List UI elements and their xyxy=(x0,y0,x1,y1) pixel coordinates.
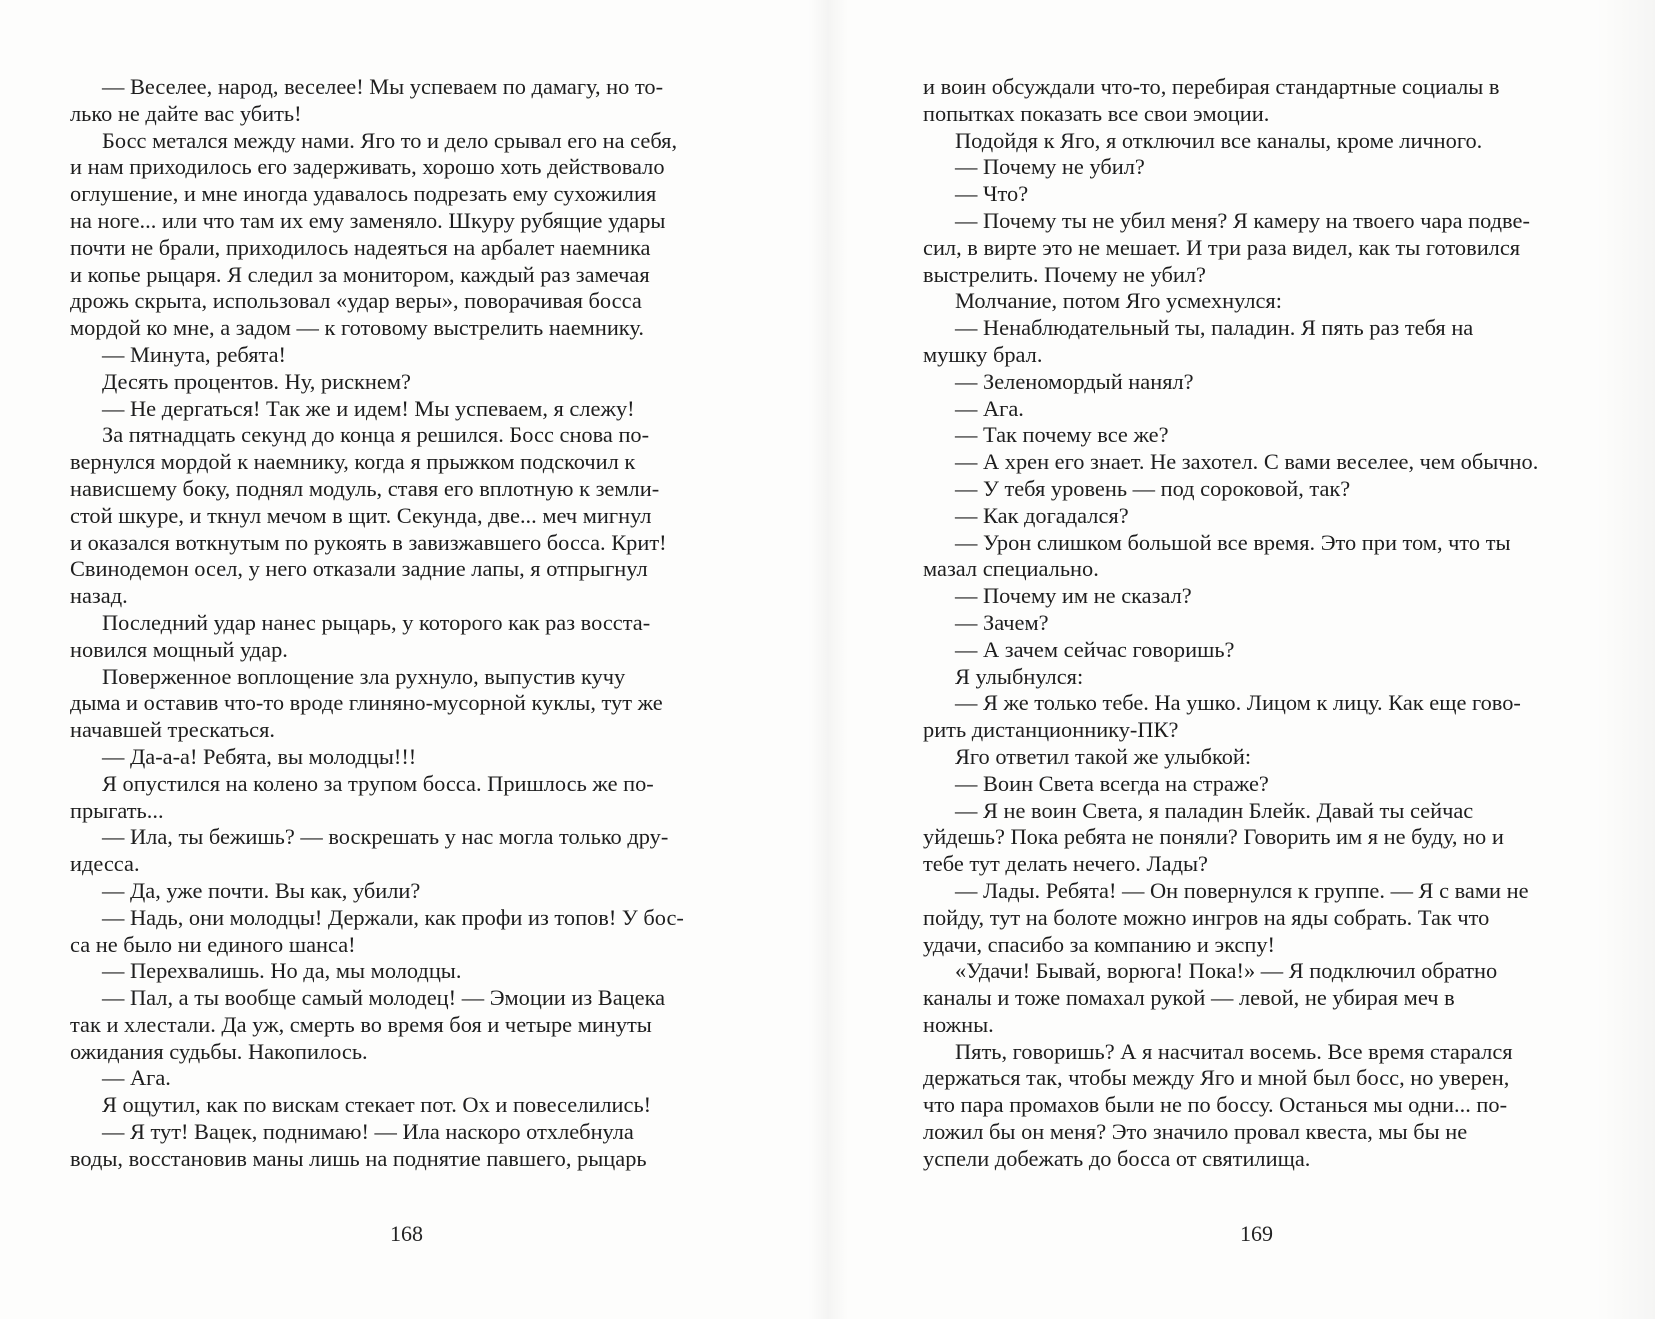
text-line: — Не дергаться! Так же и идем! Мы успеваем, я слежу! xyxy=(102,395,635,421)
text-line: ожидания судьбы. Накопилось. xyxy=(70,1038,368,1064)
text-line: прыгать... xyxy=(70,797,164,823)
text-line: ложил бы он меня? Это значило провал квеста, мы бы не xyxy=(923,1119,1468,1145)
text-line: мордой ко мне, а задом — к готовому выстрелить наемнику. xyxy=(70,315,644,341)
left-page-number: 168 xyxy=(390,1221,423,1246)
text-line: — Веселее, народ, веселее! Мы успеваем по дамагу, но то- xyxy=(102,74,664,99)
text-line: начавшей трескаться. xyxy=(70,717,275,743)
text-line: Я ощутил, как по вискам стекает пот. Ох и повеселились! xyxy=(102,1092,652,1118)
text-line: пойду, тут на болоте можно ингров на яды собрать. Так что xyxy=(923,904,1490,930)
text-line: — Что? xyxy=(955,181,1029,207)
text-line: — А хрен его знает. Не захотел. С вами веселее, чем обычно. xyxy=(955,449,1539,475)
text-line: Десять процентов. Ну, рискнем? xyxy=(102,368,411,394)
text-line: Я улыбнулся: xyxy=(955,663,1084,689)
text-line: Молчание, потом Яго усмехнулся: xyxy=(955,288,1282,314)
text-line: Последний удар нанес рыцарь, у которого как раз восста- xyxy=(102,609,651,635)
text-line: — Почему не убил? xyxy=(955,154,1145,180)
text-line: сил, в вирте это не мешает. И три раза видел, как ты готовился xyxy=(923,234,1521,260)
text-line: назад. xyxy=(70,583,128,609)
text-line: уйдешь? Пока ребята не поняли? Говорить им я не буду, но и xyxy=(923,824,1504,850)
text-line: — Как догадался? xyxy=(955,502,1129,528)
text-line: новился мощный удар. xyxy=(70,636,288,662)
text-line: нависшему боку, поднял модуль, ставя его вплотную к земли- xyxy=(70,475,660,501)
left-page-text xyxy=(70,74,746,1173)
text-line: — Надь, они молодцы! Держали, как профи из топов! У бос- xyxy=(102,904,684,930)
text-line: — Зачем? xyxy=(955,609,1049,635)
text-line: — Ага. xyxy=(955,395,1024,421)
right-page-number: 169 xyxy=(1240,1221,1273,1246)
text-line: мушку брал. xyxy=(923,341,1043,367)
text-line: — Да, уже почти. Вы как, убили? xyxy=(102,877,421,903)
text-line: — Пал, а ты вообще самый молодец! — Эмоции из Вацека xyxy=(102,985,666,1011)
text-line: ножны. xyxy=(923,1011,994,1037)
text-line: — Почему им не сказал? xyxy=(955,583,1192,609)
text-line: — Почему ты не убил меня? Я камеру на твоего чара подве- xyxy=(955,207,1530,233)
text-line: — Ненаблюдательный ты, паладин. Я пять раз тебя на xyxy=(955,315,1474,341)
text-line: выстрелить. Почему не убил? xyxy=(923,261,1206,287)
text-line: Босс метался между нами. Яго то и дело срывал его на себя, xyxy=(102,127,678,153)
text-line: успели добежать до босса от святилища. xyxy=(923,1145,1311,1171)
text-line: удачи, спасибо за компанию и экспу! xyxy=(923,931,1275,957)
text-line: Подойдя к Яго, я отключил все каналы, кроме личного. xyxy=(955,127,1483,153)
text-line: — А зачем сейчас говоришь? xyxy=(955,636,1235,662)
text-line: попытках показать все свои эмоции. xyxy=(923,100,1270,126)
book-gutter-shadow xyxy=(808,0,848,1319)
text-line: почти не брали, приходилось надеяться на арбалет наемника xyxy=(70,234,651,260)
text-line: — Лады. Ребята! — Он повернулся к группе. — Я с вами не xyxy=(955,877,1529,903)
page-edge-shadow xyxy=(1595,0,1655,1319)
text-line: рить дистанционнику-ПК? xyxy=(923,717,1179,743)
text-line: лько не дайте вас убить! xyxy=(70,100,302,126)
text-line: — Ила, ты бежишь? — воскрешать у нас могла только дру- xyxy=(102,824,669,850)
text-line: мазал специально. xyxy=(923,556,1099,582)
text-line: «Удачи! Бывай, ворюга! Пока!» — Я подключил обратно xyxy=(955,958,1498,984)
text-line: — У тебя уровень — под сороковой, так? xyxy=(955,475,1351,501)
text-line: идесса. xyxy=(70,851,140,877)
text-line: — Я же только тебе. На ушко. Лицом к лицу. Как еще гово- xyxy=(955,690,1521,716)
text-line: и нам приходилось его задерживать, хорошо хоть действовало xyxy=(70,154,665,180)
text-line: Я опустился на колено за трупом босса. Пришлось же по- xyxy=(102,770,654,796)
text-line: — Да-а-а! Ребята, вы молодцы!!! xyxy=(102,743,417,769)
text-line: Пять, говоришь? А я насчитал восемь. Все время старался xyxy=(955,1038,1513,1064)
text-line: дыма и оставив что-то вроде глиняно-мусорной куклы, тут же xyxy=(70,690,663,716)
text-line: и воин обсуждали что-то, перебирая стандартные социалы в xyxy=(923,74,1500,99)
text-line: — Так почему все же? xyxy=(955,422,1169,448)
text-line: так и хлестали. Да уж, смерть во время боя и четыре минуты xyxy=(70,1011,652,1037)
text-line: вернулся мордой к наемнику, когда я прыжком подскочил к xyxy=(70,449,636,475)
text-line: на ноге... или что там их ему заменяло. Шкуру рубящие удары xyxy=(70,207,666,233)
text-line: Яго ответил такой же улыбкой: xyxy=(955,743,1252,769)
text-line: — Я не воин Света, я паладин Блейк. Давай ты сейчас xyxy=(955,797,1474,823)
text-line: — Воин Света всегда на страже? xyxy=(955,770,1269,796)
text-line: — Ага. xyxy=(102,1065,171,1091)
text-line: и копье рыцаря. Я следил за монитором, каждый раз замечая xyxy=(70,261,650,287)
text-line: — Зеленомордый нанял? xyxy=(955,368,1194,394)
text-line: стой шкуре, и ткнул мечом в щит. Секунда, две... меч мигнул xyxy=(70,502,652,528)
text-line: оглушение, и мне иногда удавалось подрезать ему сухожилия xyxy=(70,181,657,207)
text-line: что пара промахов были не по боссу. Останься мы одни... по- xyxy=(923,1092,1508,1118)
text-line: — Я тут! Вацек, поднимаю! — Ила наскоро отхлебнула xyxy=(102,1119,634,1145)
text-line: Свинодемон осел, у него отказали задние лапы, я отпрыгнул xyxy=(70,556,648,582)
text-line: держаться так, чтобы между Яго и мной был босс, но уверен, xyxy=(923,1065,1510,1091)
text-line: — Перехвалишь. Но да, мы молодцы. xyxy=(102,958,462,984)
right-page-text xyxy=(923,74,1579,1173)
text-line: каналы и тоже помахал рукой — левой, не убирая меч в xyxy=(923,985,1455,1011)
text-line: тебе тут делать нечего. Лады? xyxy=(923,851,1208,877)
text-line: За пятнадцать секунд до конца я решился. Босс снова по- xyxy=(102,422,650,448)
text-line: воды, восстановив маны лишь на поднятие павшего, рыцарь xyxy=(70,1145,647,1171)
text-line: са не было ни единого шанса! xyxy=(70,931,356,957)
text-line: Поверженное воплощение зла рухнуло, выпустив кучу xyxy=(102,663,626,689)
text-line: — Минута, ребята! xyxy=(102,341,286,367)
text-line: дрожь скрыта, использовал «удар веры», поворачивая босса xyxy=(70,288,642,314)
text-line: — Урон слишком большой все время. Это при том, что ты xyxy=(955,529,1511,555)
text-line: и оказался воткнутым по рукоять в завизжавшего босса. Крит! xyxy=(70,529,667,555)
